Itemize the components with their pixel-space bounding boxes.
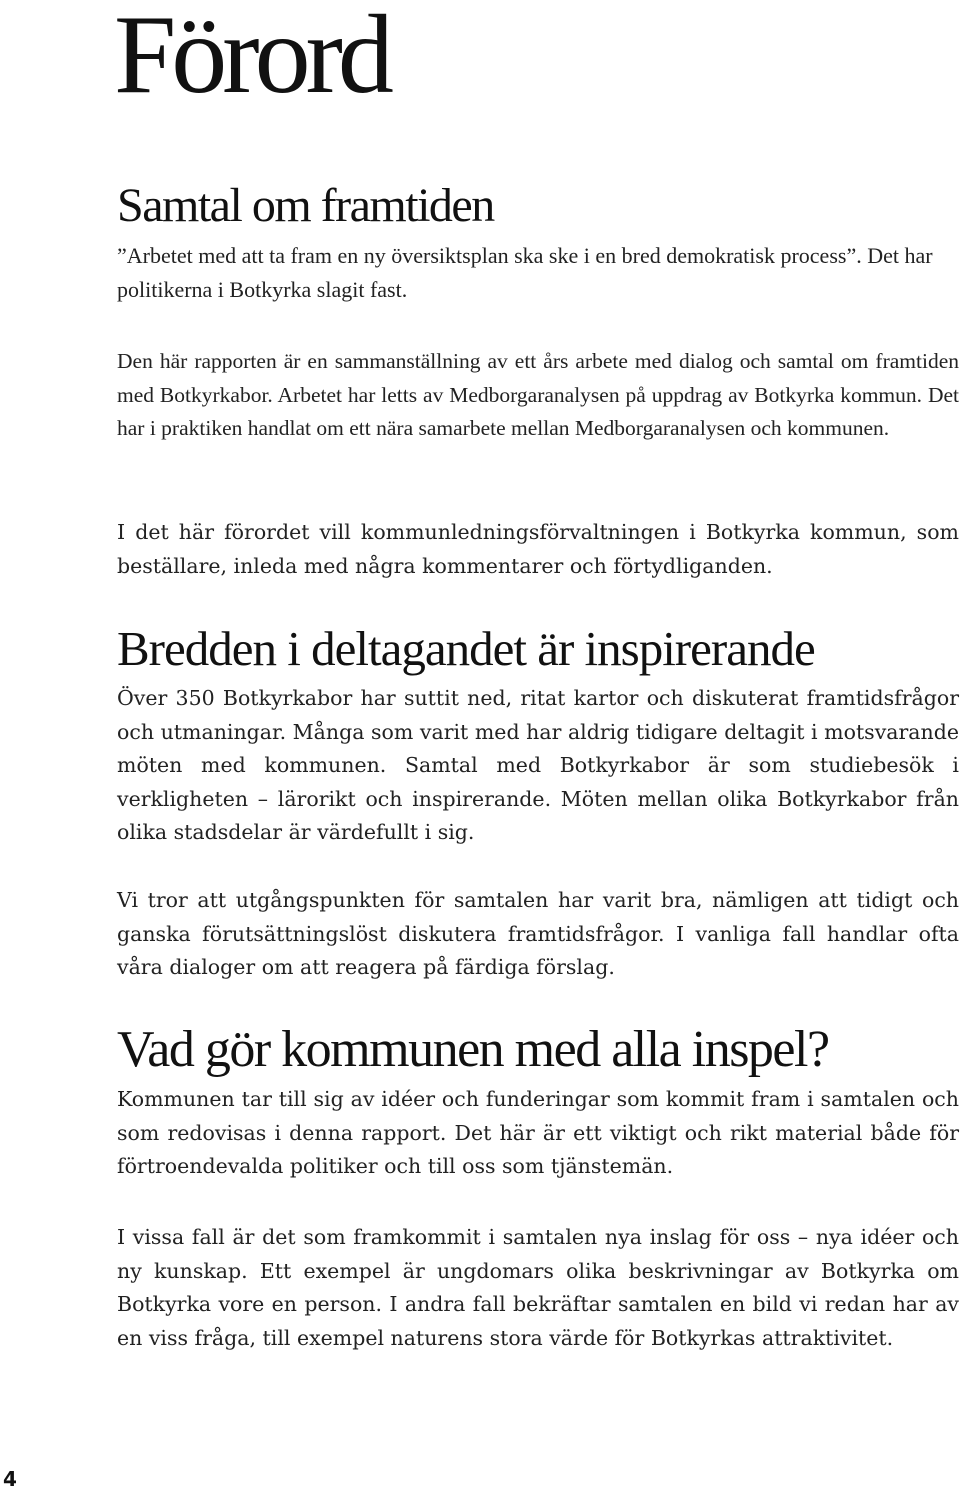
paragraph-municipality-takes-ideas: Kommunen tar till sig av idéer och funderingar som kommit fram i samtalen och som redovisas i denna rapport. Det här är ett viktigt och rikt material både för förtroendevalda politiker och till oss som tjänstemän. bbox=[117, 1087, 959, 1178]
paragraph-quote: ”Arbetet med att ta fram en ny översiktsplan ska ske i en bred demokratisk process”. Det har politikerna i Botkyrka slagit fast. bbox=[117, 243, 933, 302]
section-heading-vad-gor-kommunen: Vad gör kommunen med alla inspel? bbox=[117, 1021, 829, 1078]
page-number: 4 bbox=[3, 1467, 17, 1491]
paragraph-starting-point: Vi tror att utgångspunkten för samtalen har varit bra, nämligen att tidigt och ganska förutsättningslöst diskutera framtidsfrågor. I vanliga fall handlar ofta våra dialoger om att reagera på färdiga förslag. bbox=[117, 888, 959, 979]
paragraph-foreword-intro: I det här förordet vill kommunledningsförvaltningen i Botkyrka kommun, som beställare, inleda med några kommentarer och förtydliganden. bbox=[117, 520, 959, 578]
paragraph-new-insights: I vissa fall är det som framkommit i samtalen nya inslag för oss – nya idéer och ny kunskap. Ett exempel är ungdomars olika beskrivningar av Botkyrka om Botkyrka vore en person. I andra fall bekräftar samtalen en bild vi redan har av en viss fråga, till exempel naturens stora värde för Botkyrkas attraktivitet. bbox=[117, 1225, 959, 1350]
paragraph-participants: Över 350 Botkyrkabor har suttit ned, ritat kartor och diskuterat framtidsfrågor och utmaningar. Många som varit med har aldrig tidigare deltagit i motsvarande möten med kommunen. Samtal med Botkyrkabor är som studiebesök i verkligheten – lärorikt och inspirerande. Möten mellan olika Botkyrkabor från olika stadsdelar är värdefullt i sig. bbox=[117, 686, 959, 844]
page-title: Förord bbox=[114, 0, 389, 117]
section-heading-samtal-om-framtiden: Samtal om framtiden bbox=[117, 179, 494, 232]
section-heading-bredden-i-deltagandet: Bredden i deltagandet är inspirerande bbox=[117, 621, 815, 676]
paragraph-report-intro: Den här rapporten är en sammanställning av ett års arbete med dialog och samtal om framtiden med Botkyrkabor. Arbetet har letts av Medborgaranalysen på uppdrag av Botkyrka kommun. Det har i praktiken handlat om ett nära samarbete mellan Medborgaranalysen och kommunen. bbox=[117, 349, 959, 440]
